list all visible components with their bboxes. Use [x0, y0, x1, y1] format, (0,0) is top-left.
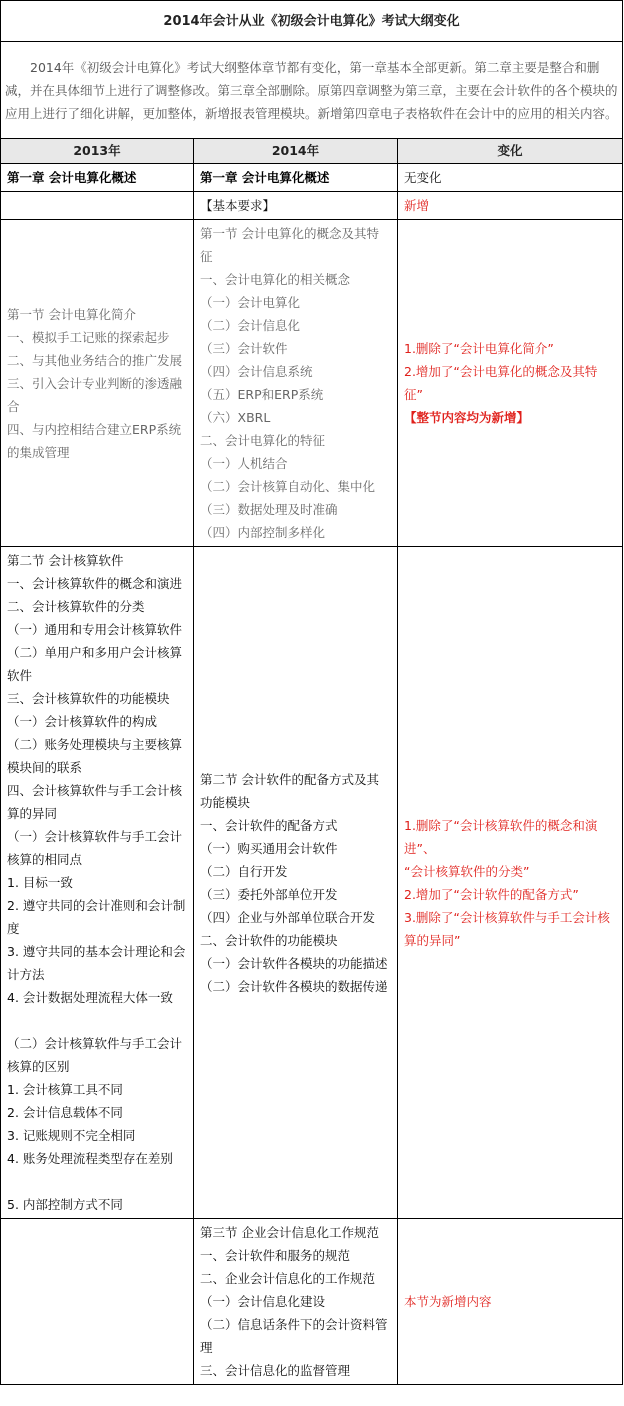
cell-line: 四、会计核算软件与手工会计核算的异同 — [7, 783, 183, 821]
cell-line: 二、会计电算化的特征 — [200, 433, 326, 448]
cell-line: 2. 会计信息载体不同 — [7, 1105, 123, 1120]
cell-line: 2.增加了“会计电算化的概念及其特征” — [404, 364, 598, 402]
header-2013: 2013年 — [1, 139, 194, 164]
cell-line: 一、会计软件的配备方式 — [200, 817, 338, 833]
cell-line: （一）会计核算软件的构成 — [7, 714, 158, 729]
section2-change — [398, 547, 623, 1219]
cell-line: （二）信息话条件下的会计资料管理 — [200, 1317, 388, 1355]
section3-2014 — [194, 1219, 398, 1385]
cell-line: 一、会计核算软件的概念和演进 — [7, 576, 183, 591]
cell-line: 1. 会计核算工具不同 — [7, 1082, 123, 1097]
cell-line: 4. 账务处理流程类型存在差别 — [7, 1151, 173, 1166]
chapter-change: 无变化 — [398, 164, 623, 192]
section2-2013 — [1, 547, 194, 1219]
cell-line: （四）会计信息系统 — [200, 364, 313, 379]
section3-change: 本节为新增内容 — [398, 1219, 623, 1385]
section3-2013-empty — [1, 1219, 194, 1385]
cell-line: （一）购买通用会计软件 — [200, 840, 338, 856]
basic-2013-empty — [1, 192, 194, 220]
cell-line: 三、引入会计专业判断的渗透融合 — [7, 375, 183, 414]
cell-line: 第二节 会计核算软件 — [7, 553, 124, 568]
cell-line: 【整节内容均为新增】 — [404, 410, 530, 425]
cell-line: （二）单用户和多用户会计核算软件 — [7, 645, 183, 683]
cell-line: 第三节 企业会计信息化工作规范 — [200, 1225, 379, 1240]
cell-line: 第一节 会计电算化简介 — [7, 306, 136, 322]
basic-requirements: 【基本要求】 — [194, 192, 398, 220]
cell-line: （六）XBRL — [200, 410, 271, 425]
cell-line: （一）人机结合 — [200, 456, 288, 471]
cell-line: （二）会计软件各模块的数据传递 — [200, 978, 388, 994]
cell-line: （二）自行开发 — [200, 863, 288, 879]
cell-line: （二）账务处理模块与主要核算模块间的联系 — [7, 737, 183, 775]
cell-line: 一、会计电算化的相关概念 — [200, 272, 351, 287]
cell-line: 1.删除了“会计核算软件的概念和演进”、 — [404, 817, 598, 856]
cell-line: （二）会计信息化 — [200, 318, 301, 333]
cell-line: 二、与其他业务结合的推广发展 — [7, 352, 183, 368]
cell-line: “会计核算软件的分类” — [404, 863, 530, 879]
header-change: 变化 — [398, 139, 623, 164]
page-title: 2014年会计从业《初级会计电算化》考试大纲变化 — [1, 1, 623, 42]
cell-line: 4. 会计数据处理流程大体一致 — [7, 990, 173, 1005]
intro-paragraph: 2014年《初级会计电算化》考试大纲整体章节都有变化，第一章基本全部更新。第二章主要是整合和删减，并在具体细节上进行了调整修改。第三章全部删除。原第四章调整为第三章，主要在会计软件的各个模块的应用上进行了细化讲解，更加整体，新增报表管理模块。新增第四章电子表格软件在会计中的应用的相关内容。 — [1, 42, 623, 139]
cell-line: （三）数据处理及时准确 — [200, 502, 338, 517]
cell-line: （四）内部控制多样化 — [200, 525, 326, 540]
cell-line: （一）通用和专用会计核算软件 — [7, 622, 183, 637]
cell-line: （四）企业与外部单位联合开发 — [200, 909, 376, 925]
cell-line: 2. 遵守共同的会计准则和会计制度 — [7, 898, 186, 936]
cell-line: 第二节 会计软件的配备方式及其功能模块 — [200, 771, 379, 810]
section2-2014 — [194, 547, 398, 1219]
cell-line: 5. 内部控制方式不同 — [7, 1197, 123, 1212]
cell-line: （一）会计信息化建设 — [200, 1294, 326, 1309]
cell-line: 二、会计核算软件的分类 — [7, 599, 145, 614]
cell-line: （三）委托外部单位开发 — [200, 886, 338, 902]
cell-line: 二、企业会计信息化的工作规范 — [200, 1271, 376, 1286]
cell-line: （一）会计核算软件与手工会计核算的相同点 — [7, 829, 183, 867]
cell-line: 1.删除了“会计电算化简介” — [404, 341, 554, 356]
cell-line: （二）会计核算自动化、集中化 — [200, 479, 376, 494]
cell-line: （一）会计电算化 — [200, 295, 301, 310]
chapter-2013: 第一章 会计电算化概述 — [1, 164, 194, 192]
cell-line — [7, 1170, 187, 1193]
cell-line — [7, 1009, 187, 1032]
cell-line: 第一节 会计电算化的概念及其特征 — [200, 226, 379, 264]
section1-change — [398, 220, 623, 547]
basic-change: 新增 — [398, 192, 623, 220]
cell-line: （三）会计软件 — [200, 341, 288, 356]
cell-line: 2.增加了“会计软件的配备方式” — [404, 886, 579, 902]
cell-line: 三、会计信息化的监督管理 — [200, 1363, 351, 1378]
cell-line: （五）ERP和ERP系统 — [200, 387, 324, 402]
cell-line: 三、会计核算软件的功能模块 — [7, 691, 170, 706]
section1-2013 — [1, 220, 194, 547]
cell-line: 四、与内控相结合建立ERP系统的集成管理 — [7, 421, 182, 460]
cell-line: 3.删除了“会计核算软件与手工会计核算的异同” — [404, 909, 610, 948]
cell-line: （一）会计软件各模块的功能描述 — [200, 955, 388, 971]
cell-line: 3. 记账规则不完全相同 — [7, 1128, 136, 1143]
cell-line: 二、会计软件的功能模块 — [200, 932, 338, 948]
cell-line: （二）会计核算软件与手工会计核算的区别 — [7, 1036, 183, 1074]
cell-line: 一、模拟手工记账的探索起步 — [7, 329, 170, 345]
cell-line: 3. 遵守共同的基本会计理论和会计方法 — [7, 944, 186, 982]
header-2014: 2014年 — [194, 139, 398, 164]
cell-line: 一、会计软件和服务的规范 — [200, 1248, 351, 1263]
chapter-2014: 第一章 会计电算化概述 — [194, 164, 398, 192]
cell-line: 1. 目标一致 — [7, 875, 73, 890]
section1-2014 — [194, 220, 398, 547]
